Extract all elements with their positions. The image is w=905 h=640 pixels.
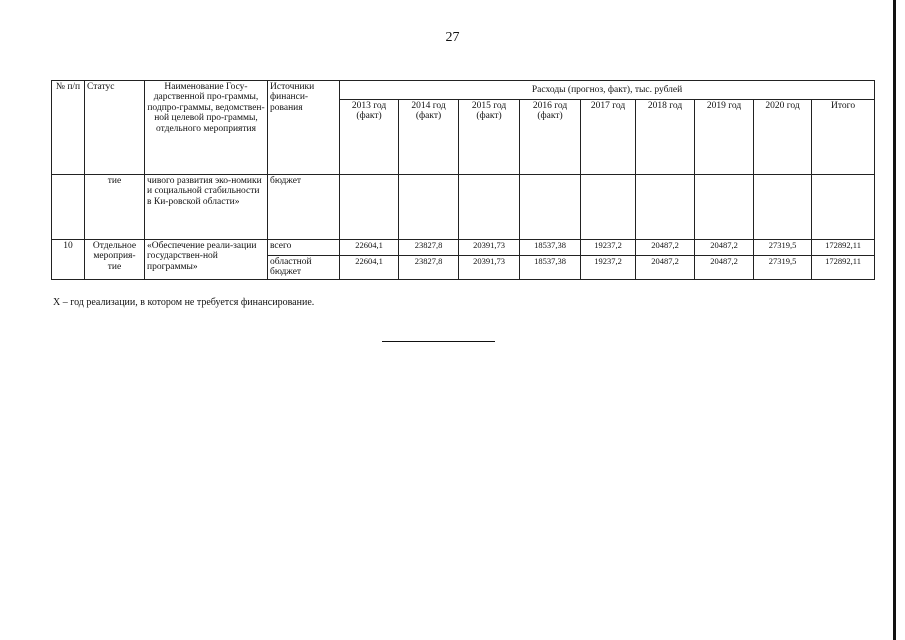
row-10-total xyxy=(52,240,875,256)
footnote: X – год реализации, в котором не требуется финансирование. xyxy=(53,297,315,308)
value-cell: 172892,11 xyxy=(812,240,875,256)
header-year: 2014 год (факт) xyxy=(399,100,459,175)
value-cell: 20487,2 xyxy=(695,240,754,256)
cell-empty xyxy=(754,175,812,240)
value-cell: 27319,5 xyxy=(754,256,812,280)
value-cell: 20487,2 xyxy=(695,256,754,280)
value-cell: 23827,8 xyxy=(399,256,459,280)
continuation-status: тие xyxy=(85,175,145,240)
row-10-source-total: всего xyxy=(268,240,340,256)
header-year: 2013 год (факт) xyxy=(340,100,399,175)
value-cell: 19237,2 xyxy=(581,256,636,280)
row-10-source-regional: областной бюджет xyxy=(268,256,340,280)
value-cell: 20487,2 xyxy=(636,256,695,280)
value-cell: 27319,5 xyxy=(754,240,812,256)
value-cell: 18537,38 xyxy=(520,256,581,280)
separator-line xyxy=(382,341,495,342)
value-cell: 20391,73 xyxy=(459,240,520,256)
cell-empty xyxy=(340,175,399,240)
row-10-name: «Обеспечение реали-зации государствен-ной программы» xyxy=(145,240,268,280)
header-status: Статус xyxy=(85,81,145,175)
value-cell: 22604,1 xyxy=(340,256,399,280)
value-cell: 18537,38 xyxy=(520,240,581,256)
header-year: 2018 год xyxy=(636,100,695,175)
row-10-num: 10 xyxy=(52,240,85,280)
header-year: 2020 год xyxy=(754,100,812,175)
cell-empty xyxy=(459,175,520,240)
value-cell: 19237,2 xyxy=(581,240,636,256)
cell-empty xyxy=(695,175,754,240)
header-sources: Источники финанси-рования xyxy=(268,81,340,175)
header-year: 2015 год (факт) xyxy=(459,100,520,175)
cell-empty xyxy=(581,175,636,240)
cell-empty xyxy=(399,175,459,240)
header-total: Итого xyxy=(812,100,875,175)
header-expenses: Расходы (прогноз, факт), тыс. рублей xyxy=(340,81,875,100)
cell-empty xyxy=(636,175,695,240)
value-cell: 20391,73 xyxy=(459,256,520,280)
header-year: 2016 год (факт) xyxy=(520,100,581,175)
header-year: 2017 год xyxy=(581,100,636,175)
header-row xyxy=(52,81,875,100)
value-cell: 22604,1 xyxy=(340,240,399,256)
budget-table xyxy=(51,80,875,280)
scan-edge-bar xyxy=(893,0,896,640)
cell-empty xyxy=(52,175,85,240)
header-name: Наименование Госу-дарственной про-граммы, подпро-граммы, ведомствен-ной целевой про-граммы, отдельного мероприятия xyxy=(145,81,268,175)
row-10-status: Отдельное мероприя-тие xyxy=(85,240,145,280)
header-year: 2019 год xyxy=(695,100,754,175)
continuation-source: бюджет xyxy=(268,175,340,240)
value-cell: 20487,2 xyxy=(636,240,695,256)
page-number: 27 xyxy=(445,30,460,45)
cell-empty xyxy=(520,175,581,240)
header-num: № п/п xyxy=(52,81,85,175)
continuation-row xyxy=(52,175,875,240)
cell-empty xyxy=(812,175,875,240)
continuation-name: чивого развития эко-номики и социальной стабильности в Ки-ровской области» xyxy=(145,175,268,240)
value-cell: 23827,8 xyxy=(399,240,459,256)
value-cell: 172892,11 xyxy=(812,256,875,280)
